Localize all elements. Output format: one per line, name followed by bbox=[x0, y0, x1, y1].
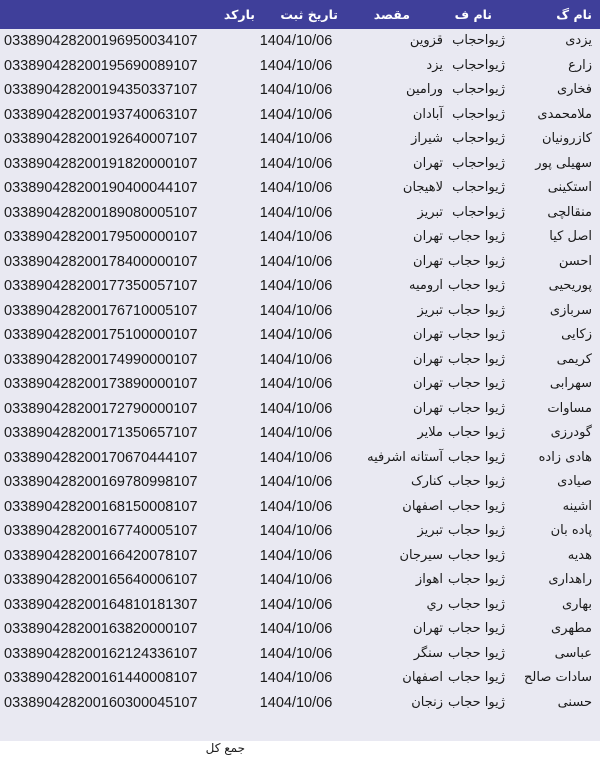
barcode-cell: 033890428200196950034107 bbox=[4, 33, 198, 49]
table-row bbox=[0, 397, 600, 422]
first-name-cell: ژیوا حجاب bbox=[448, 694, 505, 710]
date-cell: 1404/10/06 bbox=[259, 253, 333, 270]
first-name-cell: ژیواحجاب bbox=[452, 106, 505, 122]
destination-cell: آستانه اشرفیه bbox=[367, 449, 443, 465]
date-cell: 1404/10/06 bbox=[259, 155, 333, 172]
first-name-cell: ژیوا حجاب bbox=[448, 474, 505, 489]
date-cell: 1404/10/06 bbox=[259, 106, 333, 123]
last-name-cell: سهیلی پور bbox=[535, 155, 592, 171]
table-row bbox=[0, 127, 600, 152]
first-name-cell: ژیوا حجاب bbox=[448, 596, 505, 612]
first-name-cell: ژیوا حجاب bbox=[448, 327, 505, 342]
first-name-cell: ژیوا حجاب bbox=[448, 278, 505, 293]
table-row bbox=[0, 299, 600, 324]
date-cell: 1404/10/06 bbox=[259, 523, 333, 539]
table-row bbox=[0, 54, 600, 79]
last-name-cell: مساوات bbox=[547, 400, 592, 416]
table-row bbox=[0, 348, 600, 373]
barcode-cell: 033890428200194350337107 bbox=[4, 82, 198, 98]
table-row bbox=[0, 372, 600, 397]
barcode-cell: 033890428200162124336107 bbox=[4, 645, 198, 662]
date-cell: 1404/10/06 bbox=[259, 645, 333, 662]
last-name-cell: صیادی bbox=[557, 474, 592, 489]
barcode-cell: 033890428200166420078107 bbox=[4, 547, 198, 564]
table-row bbox=[0, 446, 600, 471]
destination-cell: تهران bbox=[413, 155, 443, 171]
first-name-cell: ژیواحجاب bbox=[452, 180, 505, 195]
barcode-cell: 033890428200167740005107 bbox=[4, 523, 198, 539]
destination-cell: تهران bbox=[413, 621, 443, 636]
barcode-cell: 033890428200189080005107 bbox=[4, 204, 198, 221]
header-barcode: بارکد bbox=[223, 7, 255, 22]
date-cell: 1404/10/06 bbox=[259, 670, 333, 686]
first-name-cell: ژیوا حجاب bbox=[448, 621, 505, 636]
destination-cell: تهران bbox=[413, 376, 443, 391]
date-cell: 1404/10/06 bbox=[259, 449, 333, 466]
barcode-cell: 033890428200160300045107 bbox=[4, 694, 198, 711]
first-name-cell: ژیواحجاب bbox=[452, 57, 505, 73]
date-cell: 1404/10/06 bbox=[259, 376, 333, 392]
destination-cell: سنگر bbox=[413, 645, 443, 661]
date-cell: 1404/10/06 bbox=[259, 131, 333, 147]
barcode-cell: 033890428200179500000107 bbox=[4, 229, 198, 245]
barcode-cell: 033890428200165640006107 bbox=[4, 572, 198, 588]
table-row bbox=[0, 152, 600, 177]
table-row bbox=[0, 176, 600, 201]
first-name-cell: ژیوا حجاب bbox=[448, 670, 505, 685]
last-name-cell: راهداری bbox=[548, 572, 592, 587]
date-cell: 1404/10/06 bbox=[259, 694, 333, 711]
barcode-cell: 033890428200168150008107 bbox=[4, 498, 198, 515]
date-cell: 1404/10/06 bbox=[259, 229, 333, 245]
last-name-cell: کازرونیان bbox=[541, 131, 592, 146]
table-row bbox=[0, 593, 600, 618]
barcode-cell: 033890428200178400000107 bbox=[4, 253, 198, 270]
destination-cell: ارومیه bbox=[408, 278, 443, 293]
first-name-cell: ژیوا حجاب bbox=[448, 547, 505, 563]
destination-cell: شیراز bbox=[411, 131, 443, 146]
first-name-cell: ژیوا حجاب bbox=[448, 253, 505, 269]
destination-cell: تهران bbox=[413, 253, 443, 269]
first-name-cell: ژیواحجاب bbox=[452, 33, 505, 48]
last-name-cell: سربازی bbox=[549, 302, 592, 318]
first-name-cell: ژیواحجاب bbox=[452, 82, 505, 97]
destination-cell: تهران bbox=[413, 327, 443, 342]
first-name-cell: ژیوا حجاب bbox=[448, 229, 505, 244]
first-name-cell: ژیوا حجاب bbox=[448, 498, 505, 514]
date-cell: 1404/10/06 bbox=[259, 400, 333, 417]
destination-cell: ري bbox=[426, 596, 443, 612]
destination-cell: کنارک bbox=[411, 474, 443, 489]
date-cell: 1404/10/06 bbox=[259, 621, 333, 637]
header-register-date: تاریخ ثبت bbox=[280, 7, 338, 22]
last-name-cell: گودرزی bbox=[550, 425, 592, 440]
first-name-cell: ژیوا حجاب bbox=[448, 351, 505, 367]
destination-cell: تهران bbox=[413, 229, 443, 244]
barcode-cell: 033890428200191820000107 bbox=[4, 155, 198, 172]
last-name-cell: زکایی bbox=[561, 327, 592, 342]
barcode-cell: 033890428200173890000107 bbox=[4, 376, 198, 392]
destination-cell: سیرجان bbox=[399, 547, 443, 563]
date-cell: 1404/10/06 bbox=[259, 351, 333, 368]
table-row bbox=[0, 617, 600, 642]
table-row bbox=[0, 666, 600, 691]
table-row bbox=[0, 544, 600, 569]
date-cell: 1404/10/06 bbox=[259, 425, 333, 441]
first-name-cell: ژیوا حجاب bbox=[448, 645, 505, 661]
last-name-cell: کریمی bbox=[556, 351, 592, 367]
table-row bbox=[0, 691, 600, 716]
last-name-cell: اصل کیا bbox=[549, 229, 592, 244]
header-destination: مقصد bbox=[373, 7, 410, 22]
last-name-cell: پوریحیی bbox=[548, 278, 592, 293]
last-name-cell: مطهری bbox=[551, 621, 592, 636]
table-row bbox=[0, 274, 600, 299]
last-name-cell: هادی زاده bbox=[538, 449, 592, 465]
barcode-cell: 033890428200176710005107 bbox=[4, 302, 198, 319]
destination-cell: تبریز bbox=[417, 523, 443, 538]
barcode-cell: 033890428200164810181307 bbox=[4, 596, 198, 613]
destination-cell: لاهیجان bbox=[402, 180, 443, 195]
first-name-cell: ژیوا حجاب bbox=[448, 523, 505, 538]
table-row bbox=[0, 519, 600, 544]
table-footer bbox=[0, 741, 600, 766]
date-cell: 1404/10/06 bbox=[259, 278, 333, 294]
barcode-cell: 033890428200193740063107 bbox=[4, 106, 198, 123]
destination-cell: اصفهان bbox=[402, 670, 443, 685]
destination-cell: اصفهان bbox=[402, 498, 443, 514]
first-name-cell: ژیواحجاب bbox=[452, 204, 505, 220]
destination-cell: ملایر bbox=[417, 425, 443, 440]
date-cell: 1404/10/06 bbox=[259, 474, 333, 490]
date-cell: 1404/10/06 bbox=[259, 572, 333, 588]
first-name-cell: ژیواحجاب bbox=[452, 131, 505, 146]
barcode-cell: 033890428200190400044107 bbox=[4, 180, 198, 196]
first-name-cell: ژیواحجاب bbox=[452, 155, 505, 171]
table-row bbox=[0, 470, 600, 495]
destination-cell: زنجان bbox=[411, 694, 443, 710]
table-row bbox=[0, 323, 600, 348]
last-name-cell: زارع bbox=[568, 57, 592, 73]
barcode-cell: 033890428200177350057107 bbox=[4, 278, 198, 294]
table-row bbox=[0, 495, 600, 520]
destination-cell: ورامین bbox=[406, 82, 443, 97]
barcode-cell: 033890428200163820000107 bbox=[4, 621, 198, 637]
destination-cell: یزد bbox=[426, 57, 443, 73]
header-last-name: نام گ bbox=[556, 7, 592, 22]
destination-cell: آبادان bbox=[412, 106, 443, 122]
table-row bbox=[0, 103, 600, 128]
table-body bbox=[0, 29, 600, 715]
first-name-cell: ژیوا حجاب bbox=[448, 302, 505, 318]
table-row bbox=[0, 250, 600, 275]
table-row bbox=[0, 225, 600, 250]
barcode-cell: 033890428200169780998107 bbox=[4, 474, 198, 490]
first-name-cell: ژیوا حجاب bbox=[448, 425, 505, 440]
barcode-cell: 033890428200192640007107 bbox=[4, 131, 198, 147]
date-cell: 1404/10/06 bbox=[259, 180, 333, 196]
last-name-cell: ملامحمدی bbox=[537, 106, 592, 122]
destination-cell: قزوین bbox=[409, 33, 443, 48]
table-row bbox=[0, 642, 600, 667]
last-name-cell: احسن bbox=[558, 253, 592, 269]
barcode-cell: 033890428200170670444107 bbox=[4, 449, 198, 466]
first-name-cell: ژیوا حجاب bbox=[448, 400, 505, 416]
last-name-cell: منقالچی bbox=[547, 204, 592, 220]
table-row bbox=[0, 421, 600, 446]
table-row bbox=[0, 568, 600, 593]
destination-cell: تبریز bbox=[417, 204, 443, 220]
last-name-cell: استکینی bbox=[547, 180, 592, 195]
date-cell: 1404/10/06 bbox=[259, 498, 333, 515]
header-first-name: نام ف bbox=[454, 7, 492, 22]
barcode-cell: 033890428200175100000107 bbox=[4, 327, 198, 343]
last-name-cell: فخاری bbox=[556, 82, 592, 97]
date-cell: 1404/10/06 bbox=[259, 302, 333, 319]
barcode-cell: 033890428200161440008107 bbox=[4, 670, 198, 686]
barcode-cell: 033890428200195690089107 bbox=[4, 57, 198, 74]
total-label: جمع کل bbox=[205, 741, 245, 755]
last-name-cell: حسنی bbox=[557, 694, 592, 710]
first-name-cell: ژیوا حجاب bbox=[448, 376, 505, 391]
barcode-cell: 033890428200172790000107 bbox=[4, 400, 198, 417]
first-name-cell: ژیوا حجاب bbox=[448, 449, 505, 465]
date-cell: 1404/10/06 bbox=[259, 204, 333, 221]
date-cell: 1404/10/06 bbox=[259, 82, 333, 98]
date-cell: 1404/10/06 bbox=[259, 57, 333, 74]
last-name-cell: اشینه bbox=[562, 498, 592, 514]
first-name-cell: ژیوا حجاب bbox=[448, 572, 505, 587]
last-name-cell: سهرابی bbox=[549, 376, 592, 391]
table-header bbox=[0, 0, 600, 29]
last-name-cell: پاده بان bbox=[550, 523, 592, 538]
barcode-cell: 033890428200174990000107 bbox=[4, 351, 198, 368]
last-name-cell: عباسی bbox=[554, 645, 592, 661]
destination-cell: تهران bbox=[413, 400, 443, 416]
last-name-cell: یزدی bbox=[565, 33, 592, 48]
table-row bbox=[0, 29, 600, 54]
last-name-cell: هدیه bbox=[567, 547, 592, 563]
date-cell: 1404/10/06 bbox=[259, 327, 333, 343]
last-name-cell: سادات صالح bbox=[524, 670, 592, 685]
destination-cell: تبریز bbox=[417, 302, 443, 318]
barcode-cell: 033890428200171350657107 bbox=[4, 425, 198, 441]
date-cell: 1404/10/06 bbox=[259, 596, 333, 613]
last-name-cell: بهاری bbox=[561, 596, 592, 612]
destination-cell: اهواز bbox=[415, 572, 443, 587]
table-row bbox=[0, 78, 600, 103]
date-cell: 1404/10/06 bbox=[259, 547, 333, 564]
table-row bbox=[0, 201, 600, 226]
date-cell: 1404/10/06 bbox=[259, 33, 333, 49]
destination-cell: تهران bbox=[413, 351, 443, 367]
